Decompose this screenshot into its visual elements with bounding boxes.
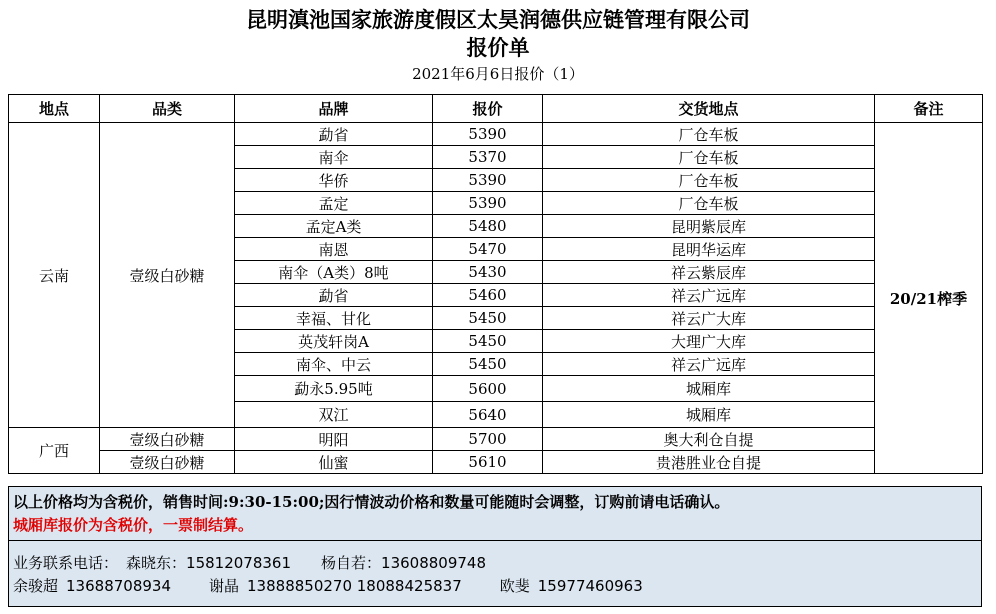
column-header-brand: 品牌 [235, 95, 433, 123]
price-cell: 5450 [433, 307, 543, 330]
column-header-location: 地点 [9, 95, 100, 123]
price-cell: 5640 [433, 402, 543, 428]
delivery-cell: 厂仓车板 [543, 146, 875, 169]
delivery-cell: 大理广大库 [543, 330, 875, 353]
delivery-cell: 城厢库 [543, 376, 875, 402]
delivery-cell: 厂仓车板 [543, 192, 875, 215]
contact-line-2 [13, 575, 643, 596]
delivery-cell: 奥大利仓自提 [543, 428, 875, 451]
price-cell: 5450 [433, 330, 543, 353]
delivery-cell: 祥云广大库 [543, 307, 875, 330]
delivery-cell: 祥云广远库 [543, 284, 875, 307]
category-cell: 壹级白砂糖 [100, 428, 235, 451]
footer-panel [8, 486, 982, 607]
delivery-cell: 厂仓车板 [543, 123, 875, 146]
contact-label: 业务联系电话： [13, 554, 119, 572]
delivery-cell: 祥云广远库 [543, 353, 875, 376]
brand-cell: 英茂轩岗A [235, 330, 433, 353]
price-cell: 5700 [433, 428, 543, 451]
contact-name: 余骏超 [13, 577, 59, 595]
brand-cell: 南伞（A类）8吨 [235, 261, 433, 284]
price-cell: 5610 [433, 451, 543, 474]
delivery-cell: 昆明紫辰库 [543, 215, 875, 238]
brand-cell: 南伞 [235, 146, 433, 169]
column-header-price: 报价 [433, 95, 543, 123]
contact-name: 森晓东： [126, 554, 187, 572]
category-cell: 壹级白砂糖 [100, 123, 235, 428]
quote-date: 2021年6月6日报价（1） [412, 65, 584, 83]
column-header-note: 备注 [875, 95, 983, 123]
brand-cell: 双江 [235, 402, 433, 428]
contact-phone: 15977460963 [537, 577, 643, 595]
price-cell: 5460 [433, 284, 543, 307]
location-cell: 广西 [9, 428, 100, 474]
price-cell: 5390 [433, 169, 543, 192]
price-cell: 5390 [433, 123, 543, 146]
brand-cell: 孟定 [235, 192, 433, 215]
delivery-cell: 厂仓车板 [543, 169, 875, 192]
brand-cell: 华侨 [235, 169, 433, 192]
contact-phone: 13888850270 18088425837 [247, 577, 462, 595]
column-header-delivery: 交货地点 [543, 95, 875, 123]
brand-cell: 明阳 [235, 428, 433, 451]
delivery-cell: 城厢库 [543, 402, 875, 428]
brand-cell: 勐省 [235, 284, 433, 307]
contact-name: 欧斐 [499, 577, 530, 595]
footer-divider [9, 540, 981, 541]
delivery-cell: 祥云紫辰库 [543, 261, 875, 284]
price-cell: 5390 [433, 192, 543, 215]
contact-line-1 [13, 552, 486, 573]
brand-cell: 仙蜜 [235, 451, 433, 474]
document-title: 报价单 [466, 35, 530, 60]
price-cell: 5430 [433, 261, 543, 284]
delivery-cell: 贵港胜业仓自提 [543, 451, 875, 474]
price-notice: 以上价格均为含税价，销售时间:9:30-15:00;因行情波动价格和数量可能随时会调整，订购前请电话确认。 [13, 493, 730, 511]
brand-cell: 幸福、甘化 [235, 307, 433, 330]
brand-cell: 南恩 [235, 238, 433, 261]
note-cell: 20/21榨季 [875, 123, 983, 474]
table-row [9, 451, 983, 474]
contact-name: 谢晶 [209, 577, 240, 595]
contact-phone: 13688708934 [66, 577, 171, 595]
location-cell: 云南 [9, 123, 100, 428]
price-cell: 5600 [433, 376, 543, 402]
table-row [9, 428, 983, 451]
brand-cell: 孟定A类 [235, 215, 433, 238]
category-cell: 壹级白砂糖 [100, 451, 235, 474]
brand-cell: 勐省 [235, 123, 433, 146]
quote-table [8, 94, 983, 474]
price-cell: 5470 [433, 238, 543, 261]
column-header-category: 品类 [100, 95, 235, 123]
brand-cell: 勐永5.95吨 [235, 376, 433, 402]
contact-name: 杨自若： [321, 554, 382, 572]
price-cell: 5480 [433, 215, 543, 238]
table-header-row [9, 95, 983, 123]
contact-phone: 15812078361 [186, 554, 292, 572]
brand-cell: 南伞、中云 [235, 353, 433, 376]
contact-phone: 13608809748 [381, 554, 487, 572]
price-cell: 5450 [433, 353, 543, 376]
price-cell: 5370 [433, 146, 543, 169]
delivery-cell: 昆明华运库 [543, 238, 875, 261]
table-row [9, 123, 983, 146]
company-title: 昆明滇池国家旅游度假区太昊润德供应链管理有限公司 [246, 7, 750, 32]
settlement-notice: 城厢库报价为含税价，一票制结算。 [13, 516, 254, 534]
